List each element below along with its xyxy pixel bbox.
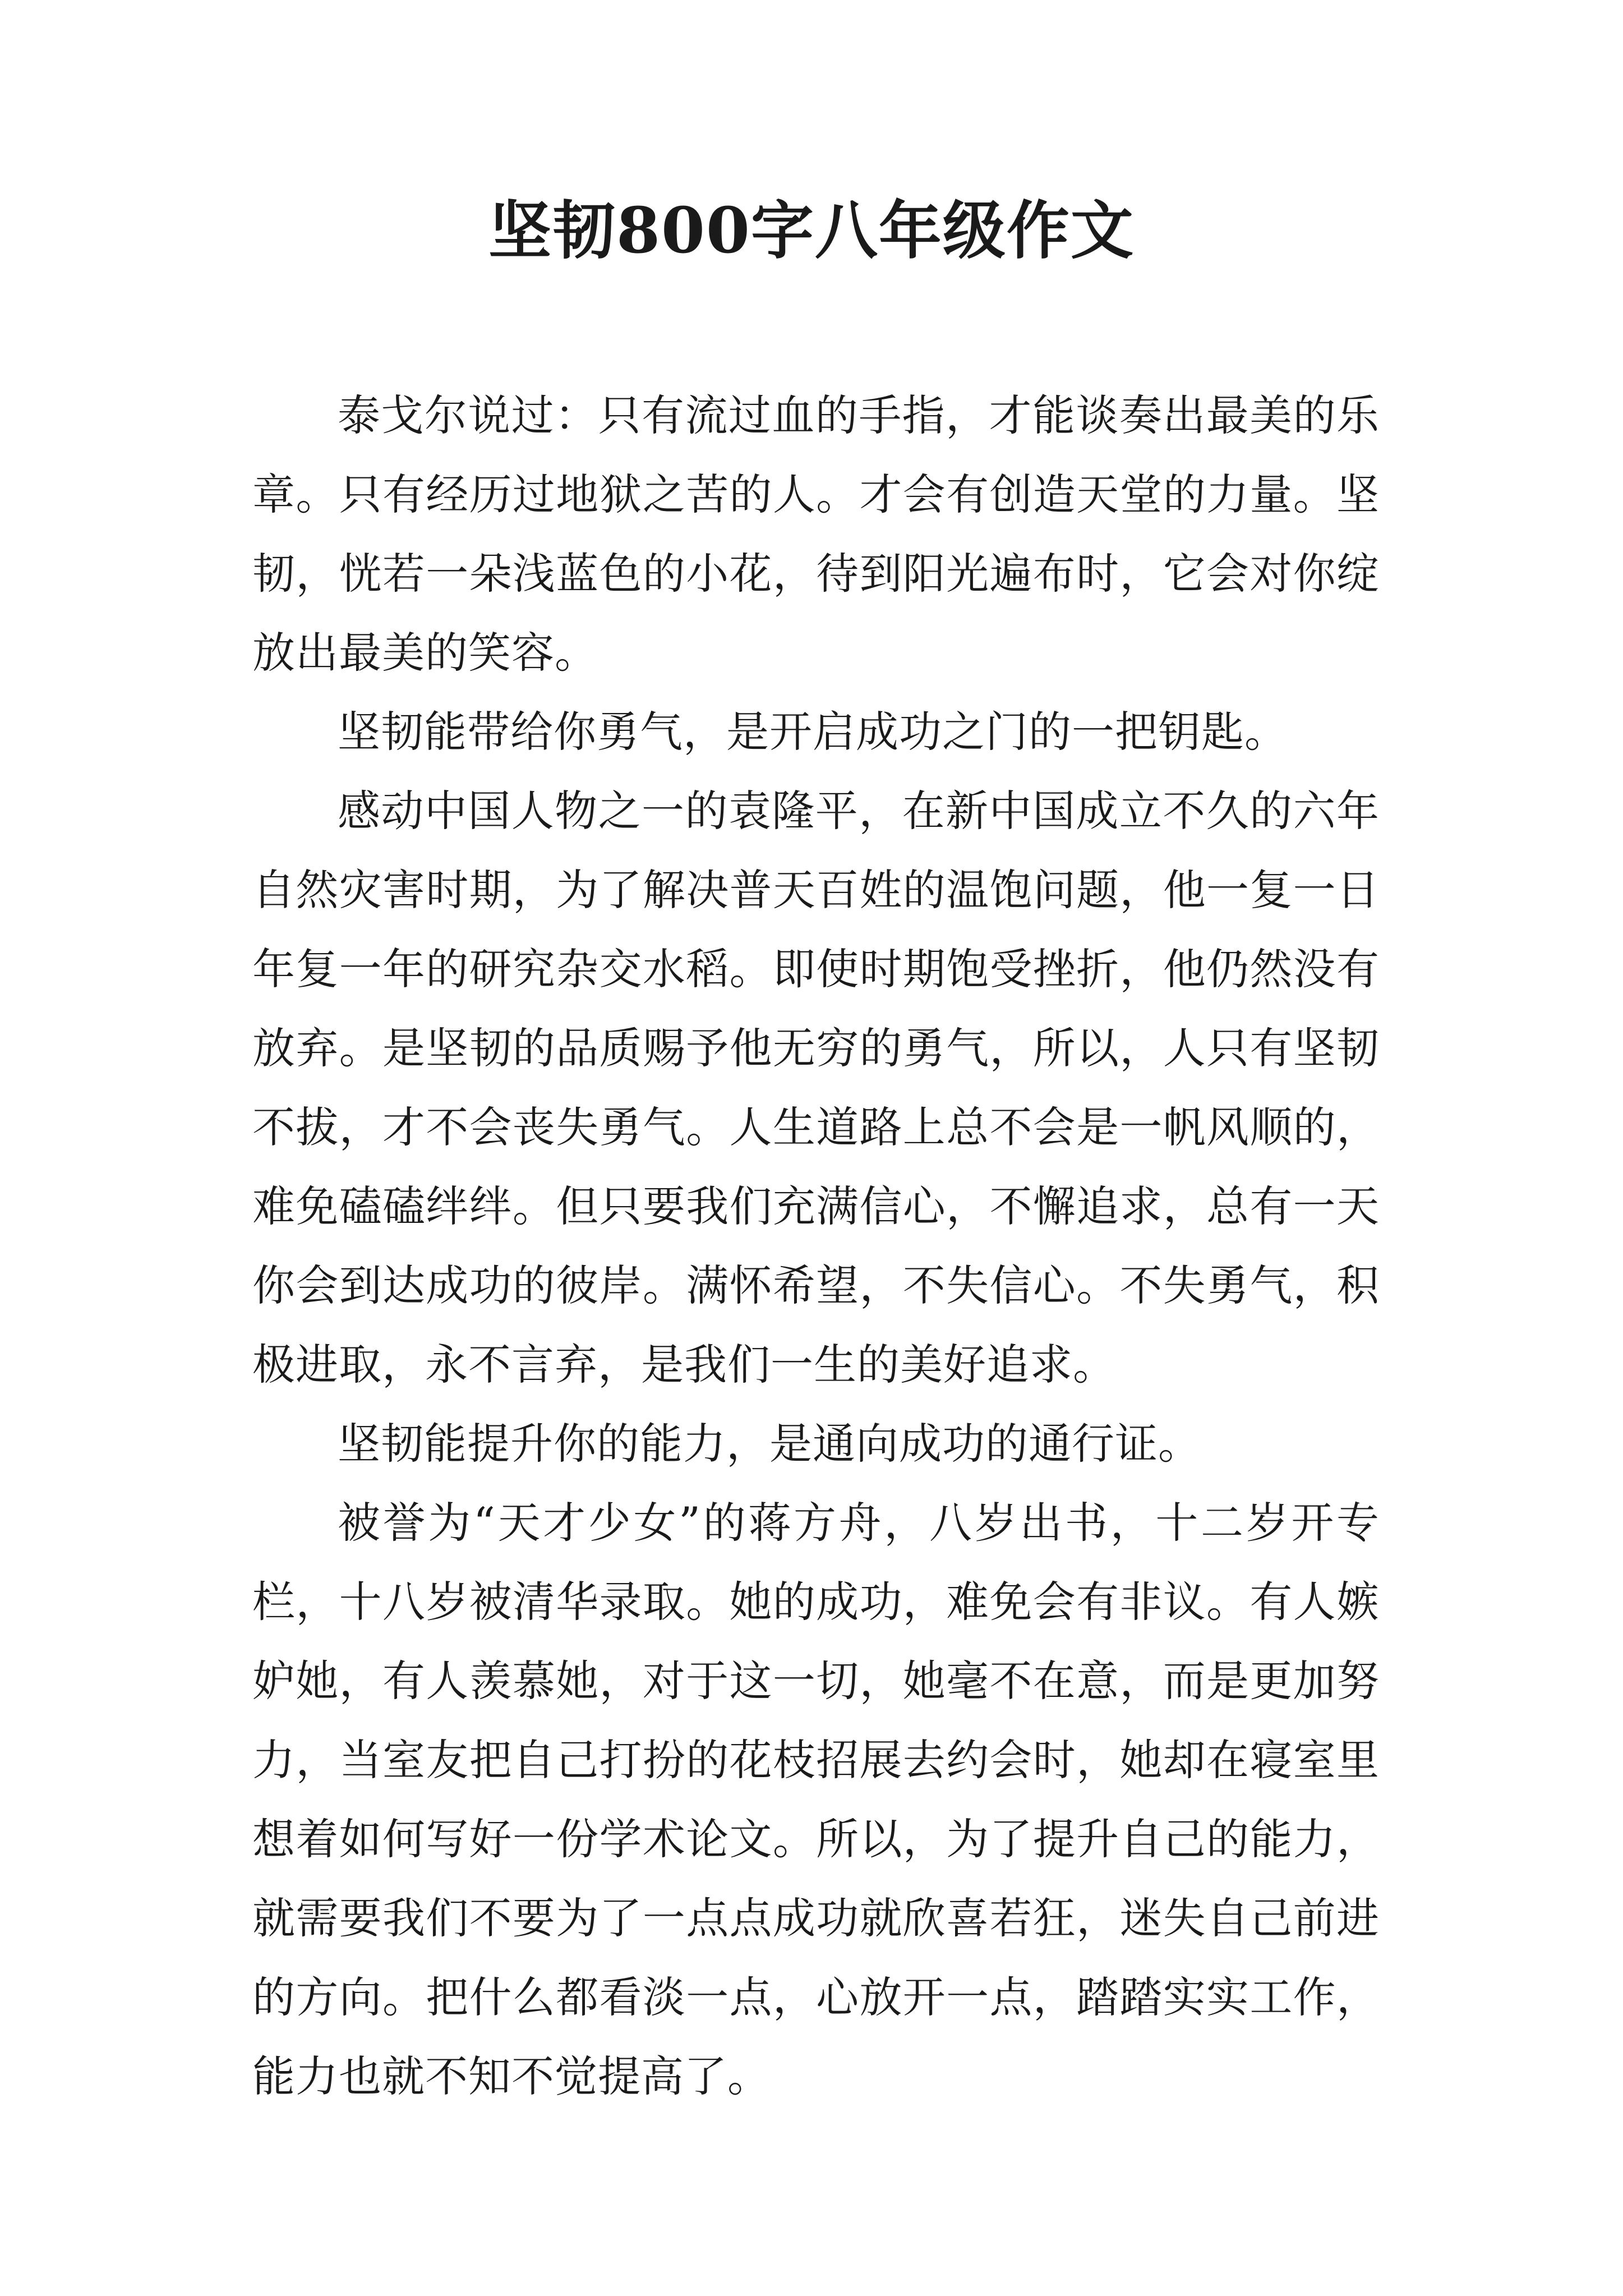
- document-title: 坚韧800字八年级作文: [488, 194, 1135, 268]
- paragraph-4: 坚韧能提升你的能力，是通向成功的通行证。: [338, 1419, 1201, 1469]
- paragraph-5: 被誉为“天才少女”的蒋方舟，八岁出书，十二岁开专栏，十八岁被清华录取。她的成功，难免会有非议。有人嫉妒她，有人羡慕她，对于这一切，她毫不在意，而是更加努力，当室友把自己打扮的花枝招展去约会时，她却在寝室里想着如何写好一份学术论文。所以，为了提升自己的能力，就需要我们不要为了一点点成功就欣喜若狂，迷失自己前进的方向。把什么都看淡一点，心放开一点，踏踏实实工作，能力也就不知不觉提高了。: [252, 1498, 1380, 2101]
- paragraph-2: 坚韧能带给你勇气，是开启成功之门的一把钥匙。: [338, 707, 1288, 757]
- paragraph-3: 感动中国人物之一的袁隆平，在新中国成立不久的六年自然灾害时期，为了解决普天百姓的温饱问题，他一复一日年复一年的研究杂交水稻。即使时期饱受挫折，他仍然没有放弃。是坚韧的品质赐予他无穷的勇气，所以，人只有坚韧不拔，才不会丧失勇气。人生道路上总不会是一帆风顺的，难免磕磕绊绊。但只要我们充满信心，不懈追求，总有一天你会到达成功的彼岸。满怀希望，不失信心。不失勇气，积极进取，永不言弃，是我们一生的美好追求。: [252, 786, 1380, 1389]
- document-body: [252, 376, 1380, 2116]
- paragraph-1: 泰戈尔说过：只有流过血的手指，才能谈奏出最美的乐章。只有经历过地狱之苦的人。才会有创造天堂的力量。坚韧，恍若一朵浅蓝色的小花，待到阳光遍布时，它会对你绽放出最美的笑容。: [252, 390, 1380, 678]
